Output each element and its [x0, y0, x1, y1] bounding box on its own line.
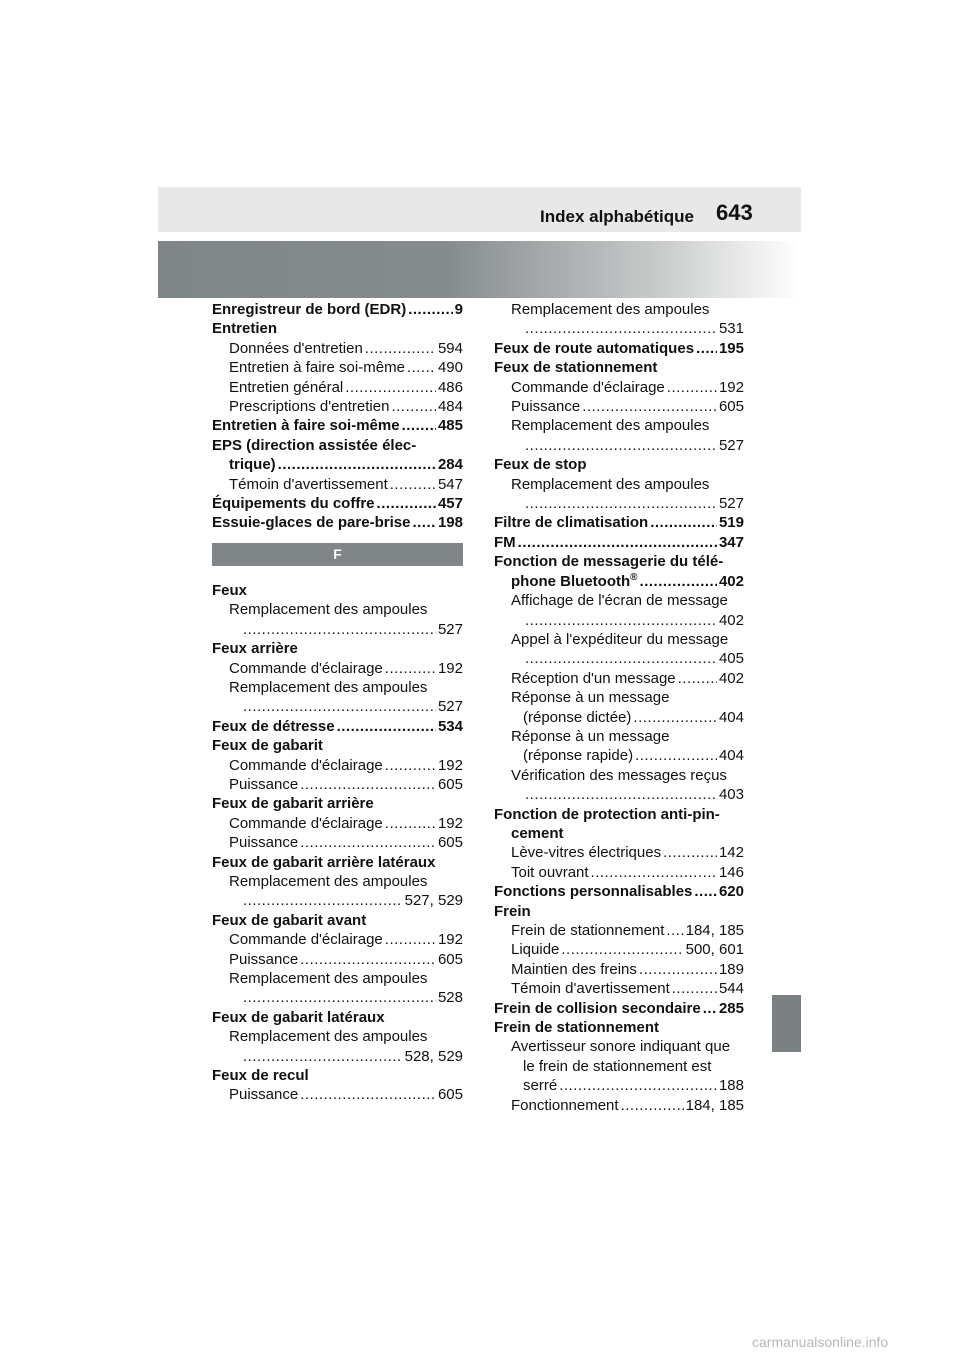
- index-entry: [494, 940, 744, 959]
- index-entry-label: Feux de recul: [212, 1067, 309, 1085]
- index-entry-label: Remplacement des ampoules: [229, 872, 428, 890]
- index-entry-page: 284: [437, 456, 463, 474]
- index-entry: [212, 416, 463, 435]
- index-entry-page: 402: [718, 572, 744, 590]
- index-entry-label: Essuie-glaces de pare-brise: [212, 514, 411, 532]
- index-entry-page: 544: [718, 980, 744, 998]
- index-entry: [212, 397, 463, 416]
- index-entry-page: 192: [437, 659, 463, 677]
- dot-leader: [345, 378, 436, 397]
- index-entry-page: 527, 529: [404, 892, 463, 910]
- index-entry-page: 531: [718, 320, 744, 338]
- index-entry: [212, 775, 463, 794]
- index-entry-page: 405: [718, 650, 744, 668]
- index-column-right: [494, 300, 744, 1115]
- dot-leader: [621, 1096, 684, 1115]
- index-entry-label: Fonctions personnalisables: [494, 883, 693, 901]
- index-entry-label: Liquide: [511, 941, 560, 959]
- index-entry: [494, 436, 744, 455]
- dot-leader: [300, 833, 436, 852]
- index-entry: [494, 979, 744, 998]
- index-entry-page: 605: [437, 950, 463, 968]
- index-entry-label: Feux arrière: [212, 640, 298, 658]
- index-entry: [494, 591, 744, 610]
- index-entry-page: 192: [718, 378, 744, 396]
- index-entry-label: Feux de gabarit arrière latéraux: [212, 853, 436, 871]
- dot-leader: [337, 717, 436, 736]
- index-entry: [494, 416, 744, 435]
- dot-leader: [582, 397, 717, 416]
- index-entry-page: 195: [718, 339, 744, 357]
- index-entry-page: 402: [718, 611, 744, 629]
- index-entry-label: Remplacement des ampoules: [511, 417, 710, 435]
- index-entry: [212, 988, 463, 1007]
- index-entry-page: 527: [437, 698, 463, 716]
- index-entry-page: 189: [718, 960, 744, 978]
- index-entry-label: Feux de gabarit avant: [212, 911, 367, 929]
- index-entry-page: 457: [437, 495, 463, 513]
- index-entry: [212, 872, 463, 891]
- index-entry-label: Remplacement des ampoules: [511, 475, 710, 493]
- index-entry-label: Entretien à faire soi-même: [212, 417, 400, 435]
- index-entry-label: Entretien à faire soi-même: [229, 359, 405, 377]
- index-entry-label: Fonction de messagerie du télé-: [494, 553, 724, 571]
- index-entry-page: 527: [437, 620, 463, 638]
- index-entry: [212, 513, 463, 532]
- index-entry: [212, 736, 463, 755]
- index-entry-label: serré: [523, 1077, 558, 1095]
- dot-leader: [703, 999, 717, 1018]
- dot-leader: [591, 863, 717, 882]
- dot-leader: [525, 494, 717, 513]
- index-entry: [212, 339, 463, 358]
- index-entry-page: 403: [718, 786, 744, 804]
- dot-leader: [390, 475, 436, 494]
- index-entry-page: 605: [437, 775, 463, 793]
- index-entry-page: 485: [437, 417, 463, 435]
- dot-leader: [525, 436, 717, 455]
- index-entry-page: 9: [454, 301, 463, 318]
- index-entry: [494, 630, 744, 649]
- index-entry: [212, 794, 463, 813]
- index-entry-label: Remplacement des ampoules: [229, 678, 428, 696]
- watermark: carmanualsonline.info: [752, 1334, 889, 1350]
- index-entry-label: Commande d'éclairage: [229, 814, 383, 832]
- index-entry: [494, 533, 744, 552]
- dot-leader: [639, 960, 717, 979]
- index-entry: [212, 1008, 463, 1027]
- index-entry: [494, 455, 744, 474]
- index-entry-page: 534: [437, 717, 463, 735]
- index-entry-label: Entretien général: [229, 378, 344, 396]
- dot-leader: [559, 1076, 717, 1095]
- index-entry: [494, 960, 744, 979]
- index-entry-page: 192: [437, 931, 463, 949]
- dot-leader: [377, 494, 436, 513]
- index-entry: [494, 572, 744, 591]
- index-entry: [494, 882, 744, 901]
- index-entry: [212, 436, 463, 455]
- index-entry: [494, 552, 744, 571]
- dot-leader: [243, 988, 436, 1007]
- index-entry: [494, 1037, 744, 1056]
- index-entry-label: Fonction de protection anti-pin-: [494, 805, 720, 823]
- index-entry: [212, 1066, 463, 1085]
- index-entry-label: Enregistreur de bord (EDR): [212, 301, 407, 318]
- index-entry-page: 347: [718, 533, 744, 551]
- dot-leader: [635, 746, 717, 765]
- dot-leader: [407, 358, 436, 377]
- index-entry-page: 146: [718, 863, 744, 881]
- index-entry-page: 142: [718, 844, 744, 862]
- index-column-left: [212, 300, 463, 1105]
- dot-leader: [243, 697, 436, 716]
- index-entry: [494, 339, 744, 358]
- index-entry-label: Feux: [212, 581, 248, 599]
- index-entry: [212, 300, 463, 319]
- index-entry-label: Feux de détresse: [212, 717, 335, 735]
- chapter-tab-marker: [772, 995, 801, 1052]
- index-entry: [212, 814, 463, 833]
- index-entry: [212, 639, 463, 658]
- index-entry-label: Lève-vitres électriques: [511, 844, 662, 862]
- index-entry: [212, 756, 463, 775]
- index-entry-page: 528: [437, 989, 463, 1007]
- index-entry-page: 605: [437, 1086, 463, 1104]
- index-entry-label: (réponse rapide): [523, 747, 634, 765]
- index-entry: [494, 513, 744, 532]
- index-entry: [212, 717, 463, 736]
- index-entry-label: Frein de stationnement: [511, 922, 665, 939]
- dot-leader: [402, 416, 436, 435]
- index-entry: [212, 620, 463, 639]
- index-entry: [212, 969, 463, 988]
- dot-leader: [300, 1085, 436, 1104]
- index-entry: [212, 494, 463, 513]
- index-entry: [494, 746, 744, 765]
- index-entry-page: 620: [718, 883, 744, 901]
- index-entry: [212, 853, 463, 872]
- index-entry-label: Feux de stop: [494, 456, 587, 474]
- index-entry: [494, 494, 744, 513]
- dot-leader: [694, 882, 717, 901]
- index-entry: [494, 397, 744, 416]
- index-entry-label: Frein de collision secondaire: [494, 999, 701, 1017]
- index-entry-label: cement: [511, 824, 564, 842]
- index-entry: [212, 378, 463, 397]
- index-entry-label: (réponse dictée): [523, 708, 632, 726]
- index-entry-label: Réponse à un message: [511, 689, 670, 707]
- index-entry-label: Frein: [494, 902, 531, 920]
- dot-leader: [278, 455, 436, 474]
- index-entry-label: EPS (direction assistée élec-: [212, 436, 417, 454]
- index-entry-label: Données d'entretien: [229, 339, 363, 357]
- dot-leader: [385, 930, 436, 949]
- index-entry-label: Réponse à un message: [511, 727, 670, 745]
- index-entry-page: 500, 601: [685, 941, 744, 959]
- index-entry-label: Filtre de climatisation: [494, 514, 649, 532]
- index-entry: [212, 581, 463, 600]
- index-entry-label: Toit ouvrant: [511, 863, 589, 881]
- index-entry-label: Feux de route automatiques: [494, 339, 695, 357]
- index-entry-page: 484: [437, 398, 463, 416]
- dot-leader: [696, 339, 717, 358]
- index-entry-label: Témoin d'avertissement: [229, 475, 388, 493]
- index-entry: [212, 1047, 463, 1066]
- index-entry-label: Entretien: [212, 320, 278, 338]
- index-entry: [494, 358, 744, 377]
- index-entry: [212, 950, 463, 969]
- index-entry-label: Fonctionnement: [511, 1096, 619, 1114]
- dot-leader: [300, 950, 436, 969]
- index-entry: [212, 1085, 463, 1104]
- index-entry-page: 404: [718, 708, 744, 726]
- index-entry-page: 490: [437, 359, 463, 377]
- index-entry: [212, 600, 463, 619]
- index-entry-label: Maintien des freins: [511, 960, 637, 978]
- index-entry-label: Commande d'éclairage: [229, 756, 383, 774]
- index-entry-page: 192: [437, 814, 463, 832]
- index-entry-page: 594: [437, 339, 463, 357]
- index-entry: [212, 678, 463, 697]
- index-entry-page: 285: [718, 999, 744, 1017]
- index-entry: [494, 999, 744, 1018]
- index-entry: [212, 697, 463, 716]
- index-entry-label: trique): [229, 456, 276, 474]
- index-entry-label: Commande d'éclairage: [229, 931, 383, 949]
- index-entry-label: Remplacement des ampoules: [511, 301, 710, 318]
- index-entry-page: 547: [437, 475, 463, 493]
- index-entry-page: 486: [437, 378, 463, 396]
- index-entry: [212, 455, 463, 474]
- index-entry: [494, 669, 744, 688]
- page-number: 643: [716, 200, 753, 225]
- index-entry-label: Vérification des messages reçus: [511, 766, 727, 784]
- dot-leader: [243, 620, 436, 639]
- index-entry: [212, 1027, 463, 1046]
- index-entry-page: 404: [718, 747, 744, 765]
- dot-leader: [650, 513, 717, 532]
- index-entry: [494, 300, 744, 319]
- index-entry-page: 519: [718, 514, 744, 532]
- index-entry: [212, 319, 463, 338]
- index-entry-page: 402: [718, 669, 744, 687]
- decorative-gradient-bar: [158, 241, 801, 298]
- dot-leader: [633, 708, 717, 727]
- index-entry-label: Puissance: [229, 834, 299, 852]
- index-entry-label: Feux de stationnement: [494, 359, 658, 377]
- index-entry: [212, 891, 463, 910]
- dot-leader: [300, 775, 436, 794]
- index-entry-page: 198: [437, 514, 463, 532]
- dot-leader: [666, 921, 683, 940]
- index-entry: [494, 766, 744, 785]
- page-title: Index alphabétique: [540, 207, 694, 226]
- dot-leader: [243, 891, 403, 910]
- index-entry: [494, 843, 744, 862]
- index-entry: [494, 805, 744, 824]
- index-entry-label: Puissance: [229, 950, 299, 968]
- index-entry-label: Appel à l'expéditeur du message: [511, 630, 729, 648]
- index-entry: [494, 611, 744, 630]
- index-entry-label: Affichage de l'écran de message: [511, 592, 728, 610]
- index-entry: [494, 921, 744, 940]
- dot-leader: [385, 756, 436, 775]
- index-entry-label: Puissance: [511, 398, 581, 416]
- index-entry: [494, 319, 744, 338]
- index-entry: [212, 659, 463, 678]
- index-entry: [494, 1018, 744, 1037]
- dot-leader: [518, 533, 717, 552]
- index-entry: [212, 833, 463, 852]
- index-entry-label: Feux de gabarit latéraux: [212, 1008, 385, 1026]
- dot-leader: [525, 785, 717, 804]
- index-entry: [494, 688, 744, 707]
- index-entry-page: 184, 185: [685, 922, 744, 939]
- dot-leader: [408, 300, 452, 319]
- index-entry-label: Avertisseur sonore indiquant que: [511, 1038, 731, 1056]
- index-entry: [212, 358, 463, 377]
- index-entry: [494, 824, 744, 843]
- section-letter-band: F: [212, 543, 463, 566]
- index-entry-page: 605: [718, 398, 744, 416]
- index-entry: [494, 1076, 744, 1095]
- index-entry-label: Frein de stationnement: [494, 1019, 660, 1037]
- index-entry: [494, 863, 744, 882]
- header-band: [158, 187, 801, 232]
- dot-leader: [385, 814, 436, 833]
- index-entry: [494, 475, 744, 494]
- dot-leader: [391, 397, 436, 416]
- index-entry-page: 527: [718, 495, 744, 513]
- dot-leader: [385, 659, 436, 678]
- index-entry-page: 188: [718, 1077, 744, 1095]
- dot-leader: [667, 378, 717, 397]
- index-entry-label: Réception d'un message: [511, 669, 676, 687]
- index-entry-label: phone Bluetooth®: [511, 571, 638, 590]
- index-entry: [212, 475, 463, 494]
- index-entry: [494, 785, 744, 804]
- index-entry-page: 527: [718, 436, 744, 454]
- index-entry-page: 605: [437, 834, 463, 852]
- index-entry: [494, 902, 744, 921]
- index-entry-page: 528, 529: [404, 1047, 463, 1065]
- index-entry: [494, 1057, 744, 1076]
- index-entry-label: le frein de stationnement est: [523, 1057, 712, 1075]
- index-entry-label: Feux de gabarit arrière: [212, 795, 374, 813]
- index-entry-label: Commande d'éclairage: [229, 659, 383, 677]
- dot-leader: [243, 1047, 403, 1066]
- index-entry: [212, 930, 463, 949]
- index-entry-label: Commande d'éclairage: [511, 378, 665, 396]
- index-entry-label: Remplacement des ampoules: [229, 1028, 428, 1046]
- dot-leader: [663, 843, 717, 862]
- index-entry: [212, 911, 463, 930]
- index-entry-label: Témoin d'avertissement: [511, 980, 670, 998]
- index-entry-label: Remplacement des ampoules: [229, 970, 428, 987]
- dot-leader: [640, 572, 717, 591]
- index-entry: [494, 708, 744, 727]
- index-entry-label: Prescriptions d'entretien: [229, 398, 390, 416]
- index-entry: [494, 1096, 744, 1115]
- index-entry-label: Remplacement des ampoules: [229, 601, 428, 619]
- dot-leader: [678, 669, 717, 688]
- dot-leader: [525, 649, 717, 668]
- index-entry-label: FM: [494, 533, 516, 551]
- index-entry-label: Puissance: [229, 1086, 299, 1104]
- dot-leader: [365, 339, 436, 358]
- dot-leader: [525, 319, 717, 338]
- dot-leader: [561, 940, 683, 959]
- dot-leader: [672, 979, 717, 998]
- index-entry: [494, 649, 744, 668]
- index-entry-label: Feux de gabarit: [212, 737, 323, 755]
- index-entry-page: 192: [437, 756, 463, 774]
- dot-leader: [525, 611, 717, 630]
- dot-leader: [412, 513, 436, 532]
- index-entry: [494, 727, 744, 746]
- index-entry-label: Puissance: [229, 775, 299, 793]
- index-entry: [494, 378, 744, 397]
- index-entry-label: Équipements du coffre: [212, 495, 375, 513]
- index-entry-page: 184, 185: [685, 1096, 744, 1114]
